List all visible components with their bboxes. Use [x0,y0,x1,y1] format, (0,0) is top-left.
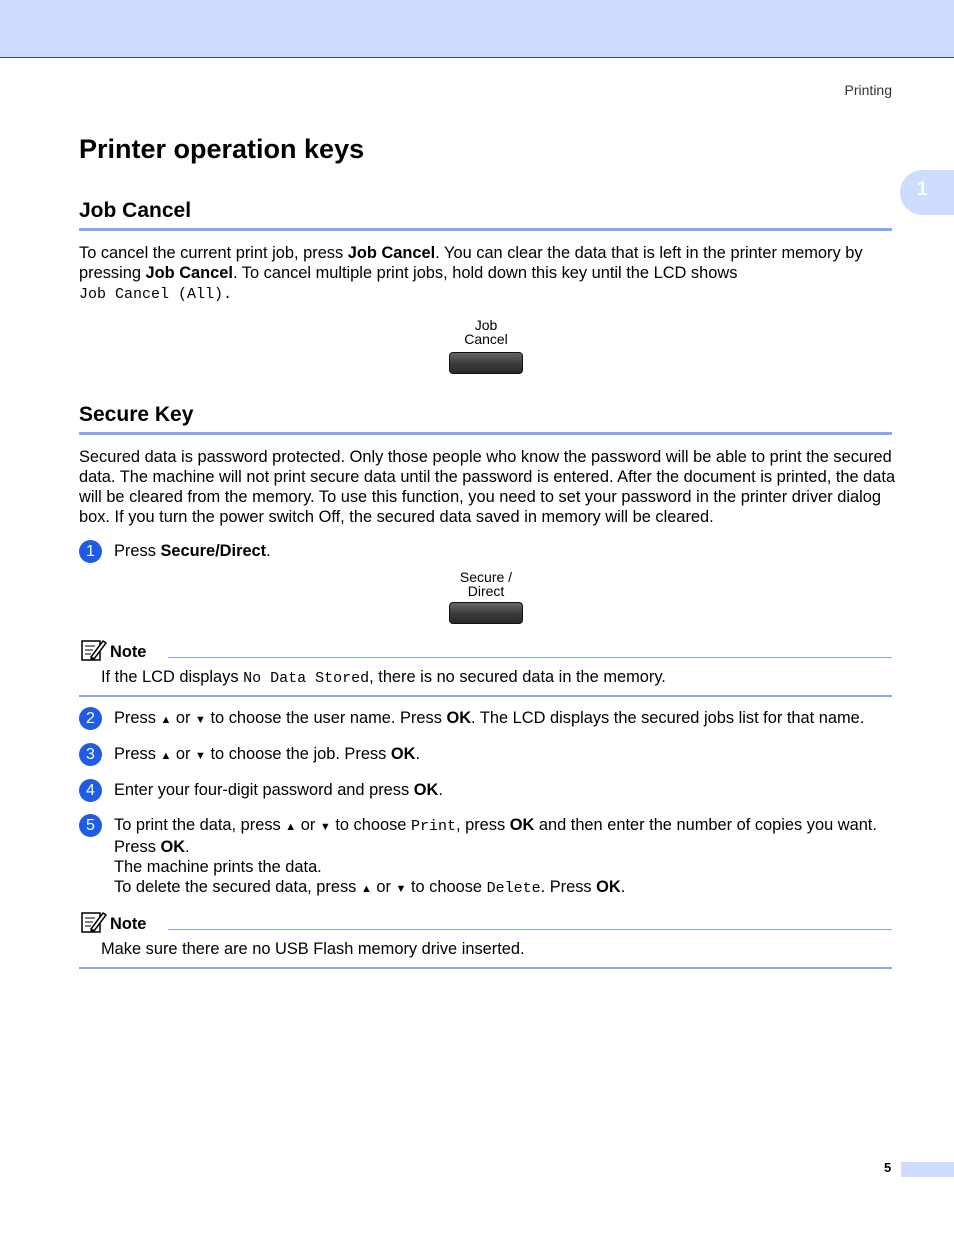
note-label: Note [110,915,147,933]
up-arrow-icon: ▲ [285,821,297,833]
job-cancel-paragraph: To cancel the current print job, press Job Cancel. You can clear the data that is left in the printer memory by pressing Job Cancel. To cancel multiple print jobs, hold down this key until the LCD shows Job Cancel (All). [79,244,863,303]
page-number: 5 [884,1160,892,1175]
up-arrow-icon: ▲ [160,750,172,762]
job-cancel-button-graphic [449,352,523,374]
note-bottom-rule [79,967,892,969]
step-number-badge: 3 [79,743,102,766]
down-arrow-icon: ▼ [395,883,407,895]
top-header-band [0,0,954,58]
secure-key-intro: Secured data is password protected. Only those people who know the password will be able to print the secured data. The machine will not print secure data until the password is entered. After the document is printed, the data will be cleared from the memory. To use this function, you need to set your password in the printer driver dialog box. If you turn the power switch Off, the secured data saved in memory will be cleared. [79,448,896,526]
note-box [79,910,892,972]
up-arrow-icon: ▲ [160,714,172,726]
running-title: Printing [844,82,892,98]
step-number-badge: 5 [79,814,102,837]
note-label: Note [110,643,147,661]
down-arrow-icon: ▼ [319,821,331,833]
section-heading-job-cancel: Job Cancel [79,199,192,222]
page-number-bar [901,1162,954,1177]
note-text: Make sure there are no USB Flash memory drive inserted. [101,940,525,958]
note-pencil-icon [81,910,107,934]
note-box [79,638,892,698]
section-rule [79,432,892,435]
chapter-number: 1 [917,179,928,200]
note-text: If the LCD displays No Data Stored, there is no secured data in the memory. [101,668,666,687]
down-arrow-icon: ▼ [195,714,206,726]
step-number-badge: 2 [79,707,102,730]
page-title: Printer operation keys [79,134,365,164]
chapter-tab [900,170,954,215]
up-arrow-icon: ▲ [360,883,372,895]
step-number-badge: 4 [79,779,102,802]
down-arrow-icon: ▼ [195,750,206,762]
note-rule [168,929,892,930]
lcd-text: Job Cancel (All). [79,286,233,303]
step-number-badge: 1 [79,540,102,563]
secure-direct-key: Secure / Direct [440,570,532,624]
section-heading-secure-key: Secure Key [79,403,194,426]
secure-direct-button-graphic [449,602,523,624]
note-rule [168,657,892,658]
note-bottom-rule [79,695,892,697]
note-pencil-icon [81,638,107,662]
job-cancel-key: Job Cancel [440,318,532,374]
section-rule [79,228,892,231]
